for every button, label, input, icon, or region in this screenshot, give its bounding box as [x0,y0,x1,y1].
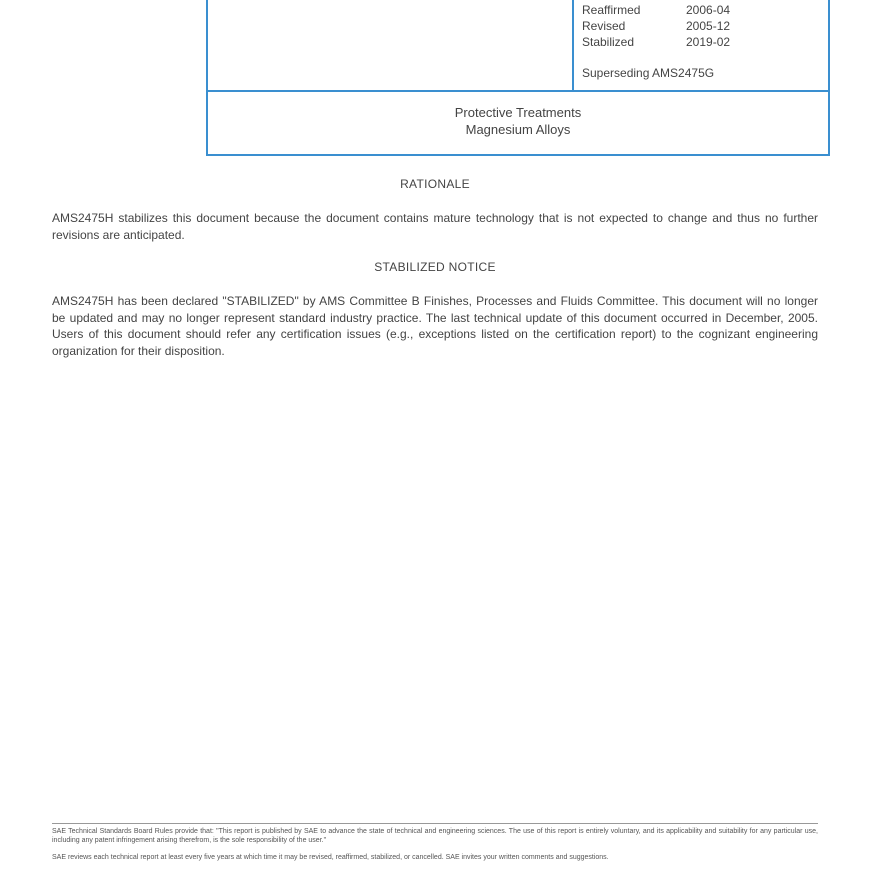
document-title [208,92,828,154]
date-value: 2019-02 [686,35,731,49]
title-line-2: Magnesium Alloys [465,122,571,137]
date-row-stabilized [582,34,730,50]
date-value: 2006-04 [686,3,731,17]
superseding-note: Superseding AMS2475G [582,66,715,80]
stabilized-notice-text: AMS2475H has been declared "STABILIZED" by AMS Committee B Finishes, Processes and Fluids Committee. This document will no longer be updated and may no longer represent standard industry practice. The last technical update of this document occurred in December, 2005. Users of this document should refer any certification issues (e.g., exceptions listed on the certification report) to the cognizant engineering organization for their disposition. [52,294,818,358]
date-label: Stabilized [582,35,635,49]
document-header-box [206,0,830,156]
header-top-section [208,0,828,92]
stabilized-notice-heading: STABILIZED NOTICE [374,260,496,274]
header-divider [572,0,574,92]
footer-review-note: SAE reviews each technical report at least every five years at which time it may be revised, reaffirmed, stabilized, or cancelled. SAE invites your written comments and suggestions. [52,854,609,861]
date-row-revised [582,18,730,34]
date-value: 2005-12 [686,19,731,33]
footer-rule [52,823,818,824]
date-label: Revised [582,19,626,33]
date-table [582,2,730,50]
footer-disclaimer: SAE Technical Standards Board Rules provide that: "This report is published by SAE to advance the state of technical and engineering sciences. The use of this report is entirely voluntary, and its applicability and suitability for any particular use, including any patent infringement arising therefrom, is the sole responsibility of the user." [52,828,818,844]
rationale-text: AMS2475H stabilizes this document because the document contains mature technology that is not expected to change and thus no further revisions are anticipated. [52,211,818,242]
date-row-reaffirmed [582,2,730,18]
title-line-1: Protective Treatments [454,105,582,120]
rationale-heading: RATIONALE [400,177,470,191]
date-label: Reaffirmed [582,3,641,17]
